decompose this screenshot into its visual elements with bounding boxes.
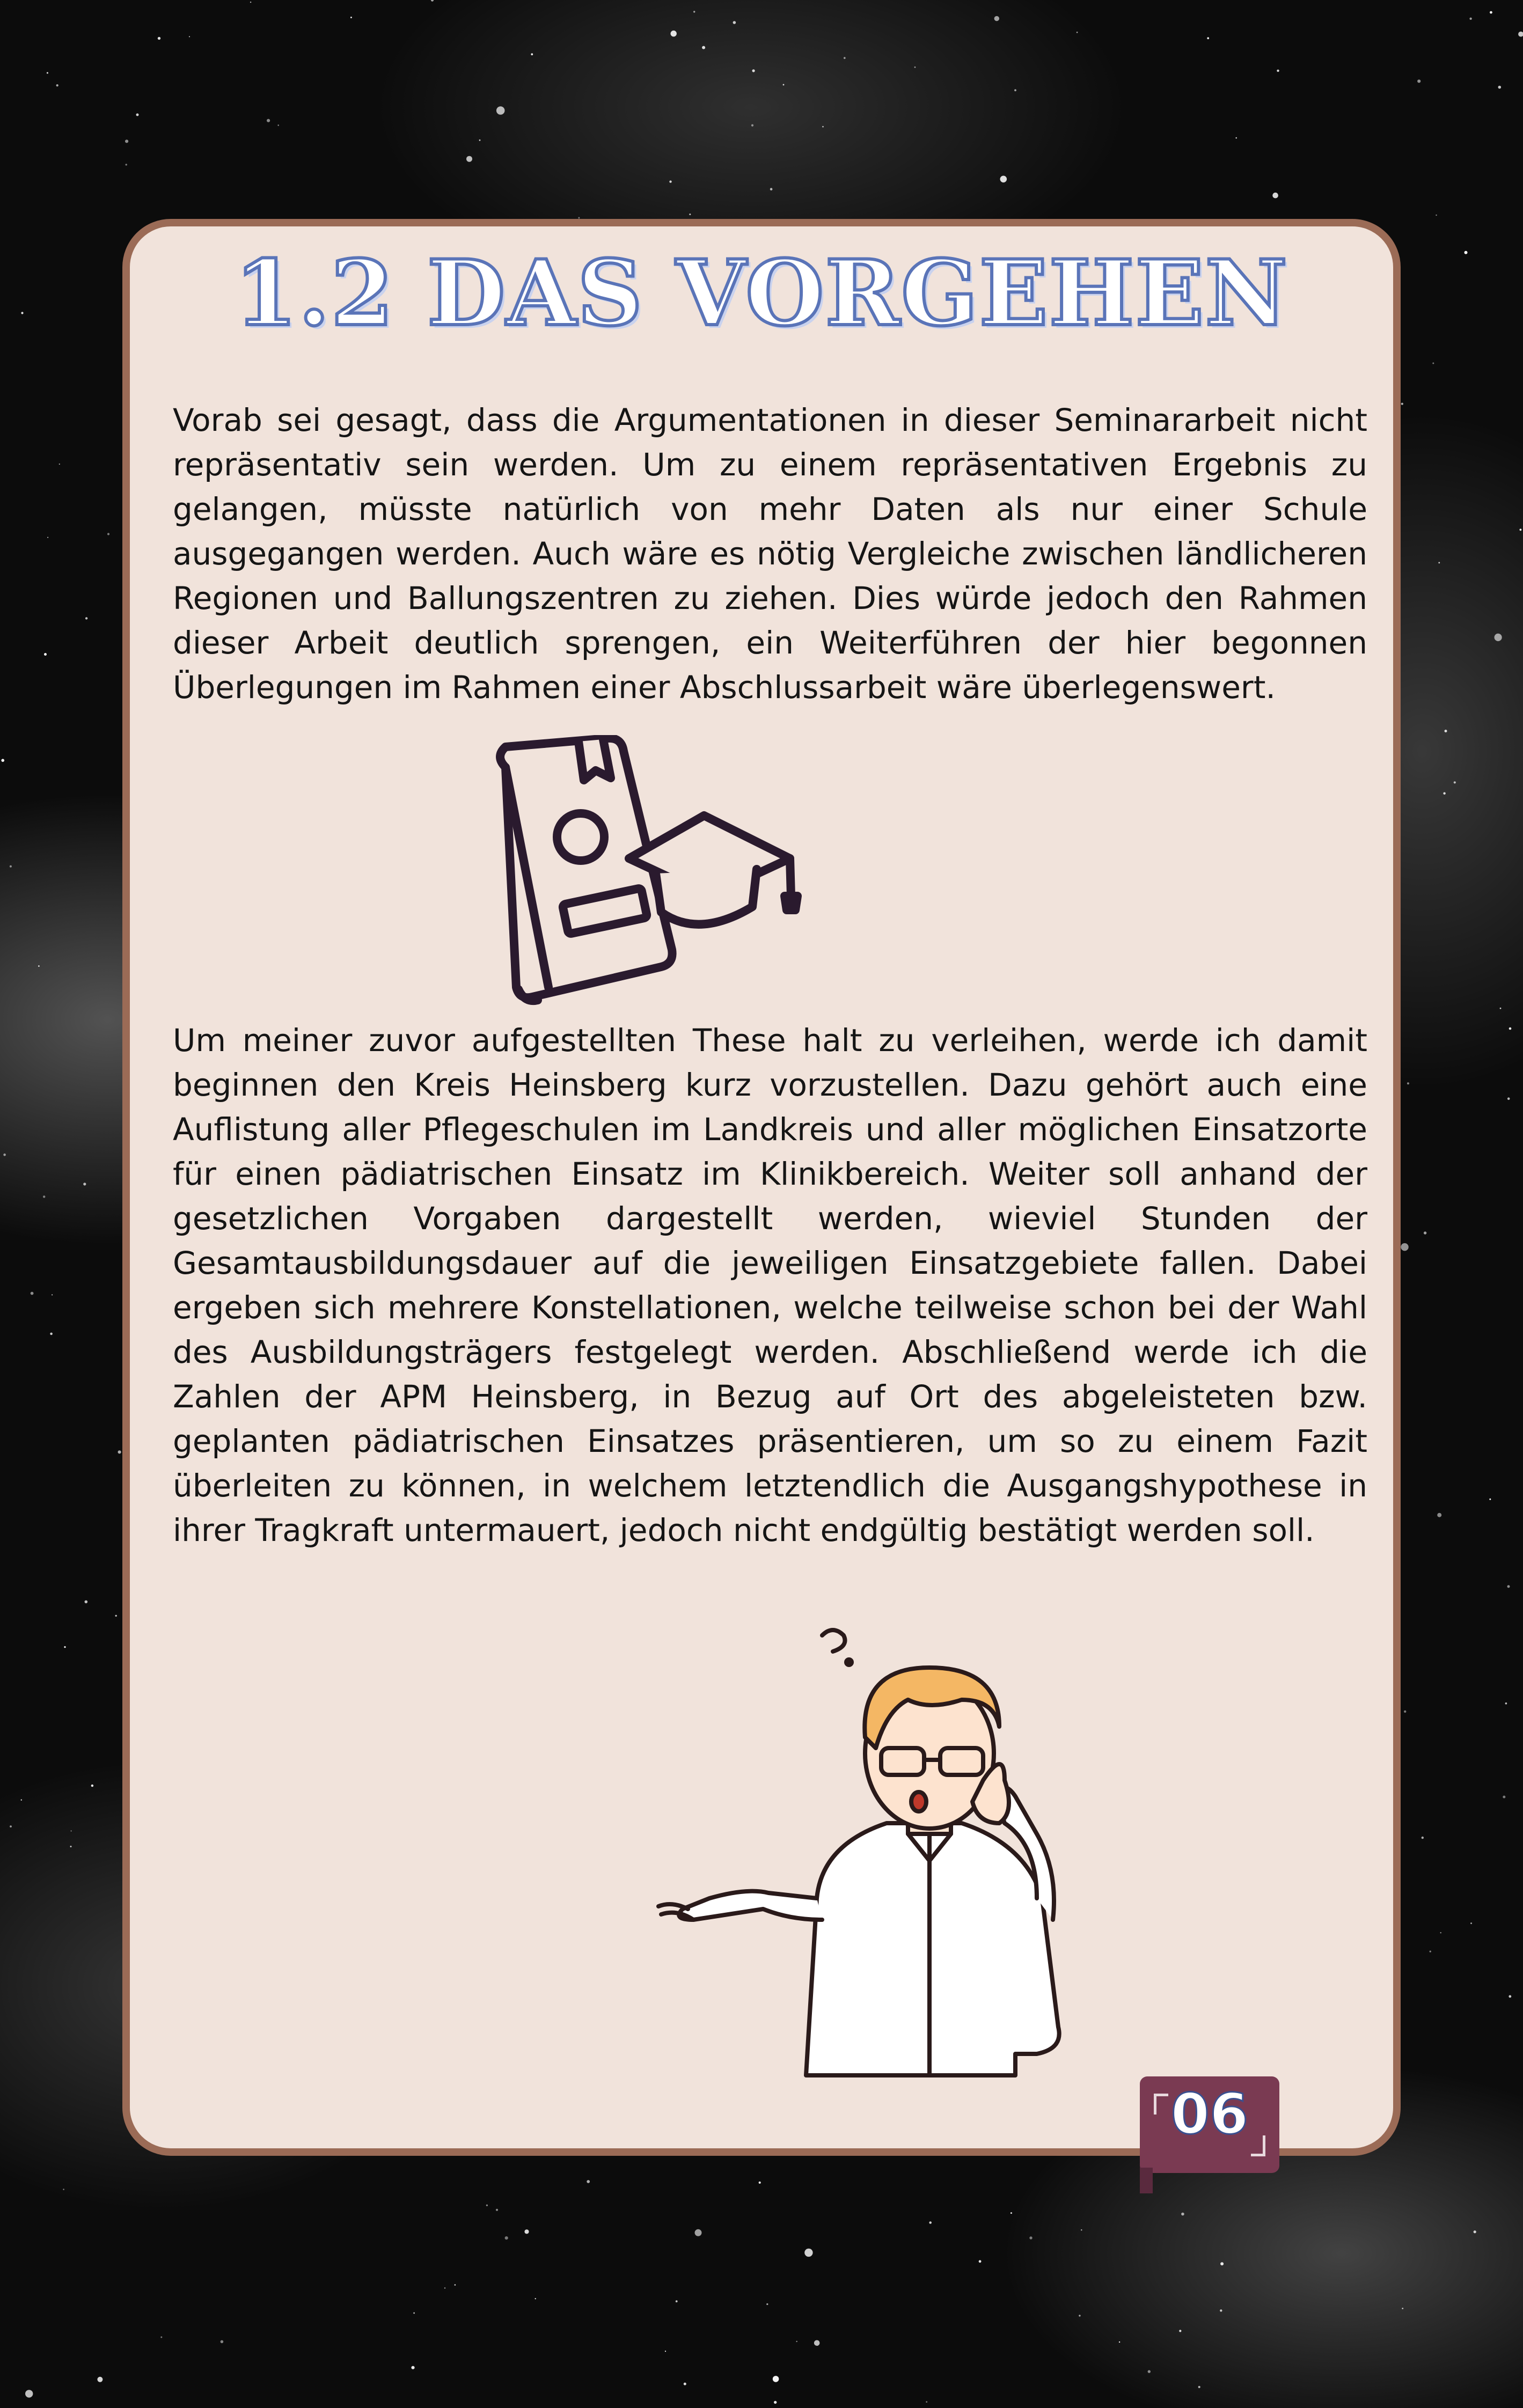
book-graduation-cap-icon [473, 735, 817, 1014]
star [796, 2341, 797, 2342]
star [118, 1450, 121, 1453]
star [221, 2340, 224, 2344]
star [1465, 251, 1468, 254]
star [189, 36, 190, 37]
star [733, 21, 736, 24]
star [759, 2182, 761, 2184]
star [1424, 1231, 1426, 1234]
star [1454, 781, 1456, 783]
star [125, 140, 128, 143]
star [1437, 1513, 1441, 1517]
star [773, 2376, 779, 2382]
star [21, 312, 23, 314]
star [277, 124, 279, 126]
star [1509, 1995, 1511, 1998]
star [1490, 11, 1492, 14]
star [1443, 792, 1445, 795]
star [455, 2284, 456, 2286]
star [689, 214, 691, 215]
star [136, 113, 139, 116]
star [43, 1195, 45, 1198]
star [1077, 32, 1078, 33]
star [1220, 2309, 1222, 2311]
star [1014, 89, 1016, 91]
star [695, 2229, 702, 2236]
star [1179, 2330, 1181, 2332]
star [1470, 1922, 1472, 1924]
star [1079, 2315, 1080, 2316]
star [669, 180, 671, 182]
star [1404, 1710, 1406, 1713]
star [914, 67, 916, 68]
star [766, 2303, 768, 2305]
badge-fold [1140, 2168, 1153, 2193]
star [505, 2236, 508, 2240]
star [1445, 730, 1447, 732]
page-title: 1.2 DAS VORGEHEN [235, 240, 1288, 346]
star [1000, 176, 1007, 183]
star [10, 1825, 12, 1827]
star [158, 37, 160, 40]
star [64, 1646, 65, 1648]
star [1081, 2229, 1082, 2230]
star [1148, 2370, 1151, 2373]
star [479, 140, 481, 141]
star [1422, 1837, 1424, 1839]
star [1407, 1082, 1409, 1084]
star [1474, 2230, 1476, 2233]
star [250, 2, 251, 3]
star [676, 2300, 678, 2302]
star [1401, 1243, 1408, 1251]
star [1438, 562, 1440, 563]
star [1500, 1008, 1502, 1009]
star [47, 537, 48, 538]
star [115, 1615, 117, 1617]
star [1440, 1932, 1441, 1933]
star [684, 2383, 686, 2385]
star [1198, 2386, 1200, 2388]
star [63, 2189, 64, 2190]
star [413, 2312, 415, 2314]
thinking-man-illustration [629, 1619, 1166, 2102]
star [44, 653, 47, 656]
star [56, 84, 58, 86]
star [693, 11, 695, 12]
page-number-badge [1140, 2076, 1279, 2193]
star [31, 1292, 34, 1295]
star [1417, 79, 1421, 83]
star [1207, 37, 1209, 39]
star [52, 1294, 53, 1295]
star [1402, 2308, 1403, 2309]
star [752, 69, 755, 72]
page-number: 06 [1170, 2081, 1249, 2147]
star [524, 2229, 529, 2234]
star [350, 17, 352, 18]
star [3, 1154, 6, 1156]
star [411, 2366, 414, 2369]
content-card [122, 219, 1401, 2156]
star [126, 164, 127, 165]
star [466, 156, 472, 162]
star [160, 2337, 162, 2338]
star [85, 617, 87, 619]
star [1277, 70, 1279, 72]
star [844, 57, 846, 59]
star [929, 2221, 932, 2224]
paragraph-procedure: Um meiner zuvor aufgestellten These halt zu verleihen, werde ich damit beginnen den Kreis Heinsberg kurz vorzustellen. Dazu gehört auch eine Auflistung aller Pflegeschulen im Landkreis und aller möglichen Einsatzorte für einen pädiatrischen Einsatz im Klinikbereich. Weiter soll anhand der gesetzlichen Vorgaben dargestellt werden, wieviel Stunden der Gesamtausbildungsdauer auf die jeweiligen Einsatzgebiete fallen. Dabei ergeben sich mehrere Konstellationen, welche teilweise schon bei der Wahl des Ausbildungsträgers festgelegt werden. Abschließend werde ich die Zahlen der APM Heinsberg, in Bezug auf Ort des abgeleisteten bzw. geplanten pädiatrischen Einsatzes präsentieren, um so zu einem Fazit überleiten zu können, in welchem letztendlich die Ausgangshypothese in ihrer Tragkraft untermauert, jedoch nicht endgültig bestätigt werden soll. [173, 1022, 1367, 1548]
star [774, 2401, 777, 2404]
star [1029, 2236, 1032, 2239]
star [1469, 18, 1471, 20]
star [1220, 2262, 1224, 2265]
star [587, 2180, 590, 2183]
star [665, 2351, 666, 2352]
star [50, 1333, 53, 1335]
star [814, 2340, 820, 2346]
star [1507, 1585, 1510, 1588]
star [531, 53, 533, 55]
star [1181, 2213, 1184, 2216]
star [770, 188, 773, 190]
star [751, 124, 753, 127]
star [267, 119, 270, 122]
star [1235, 137, 1237, 139]
star [1518, 32, 1523, 37]
star [10, 865, 12, 868]
star [804, 2249, 812, 2257]
star [486, 2205, 488, 2206]
star [822, 126, 824, 128]
star [38, 965, 40, 967]
star [71, 1831, 72, 1832]
star [1119, 2341, 1120, 2343]
star [994, 16, 999, 21]
star [783, 84, 785, 86]
star [702, 46, 705, 49]
star [1489, 1499, 1491, 1500]
star [444, 2287, 445, 2288]
star [926, 2401, 927, 2403]
star [535, 2298, 536, 2299]
star [70, 1846, 72, 1847]
star [1509, 1027, 1512, 1030]
star [21, 1800, 22, 1801]
star [85, 1601, 88, 1604]
star [1498, 86, 1502, 89]
star [25, 2390, 33, 2397]
star [1520, 528, 1522, 531]
star [1011, 2212, 1012, 2214]
star [496, 2209, 498, 2211]
star [47, 72, 48, 74]
star [1436, 215, 1437, 216]
star [1507, 1097, 1510, 1100]
star [1272, 193, 1278, 199]
star [83, 1183, 86, 1185]
star [59, 464, 60, 465]
star [1, 759, 4, 762]
star [1430, 1951, 1431, 1952]
star [1432, 363, 1434, 364]
paragraph-intro: Vorab sei gesagt, dass die Argumentationen in dieser Seminararbeit nicht repräsentativ sein werden. Um zu einem repräsentativen Ergebnis zu gelangen, müsste natürlich von mehr Daten als nur einer Schule ausgegangen werden. Auch wäre es nötig Vergleiche zwischen ländlicheren Regionen und Ballungszentren zu ziehen. Dies würde jedoch den Rahmen dieser Arbeit deutlich sprengen, ein Weiterführen der hier begonnen Überlegungen im Rahmen einer Abschlussarbeit wäre überlegenswert. [173, 402, 1367, 706]
star [671, 31, 677, 36]
star [91, 1785, 93, 1787]
star [1495, 634, 1502, 641]
star [431, 0, 434, 2]
star [1505, 1702, 1507, 1705]
star [1401, 403, 1403, 405]
star [979, 2260, 982, 2263]
star [107, 533, 109, 535]
star [97, 2377, 102, 2382]
star [1503, 1796, 1505, 1798]
star [496, 106, 505, 115]
